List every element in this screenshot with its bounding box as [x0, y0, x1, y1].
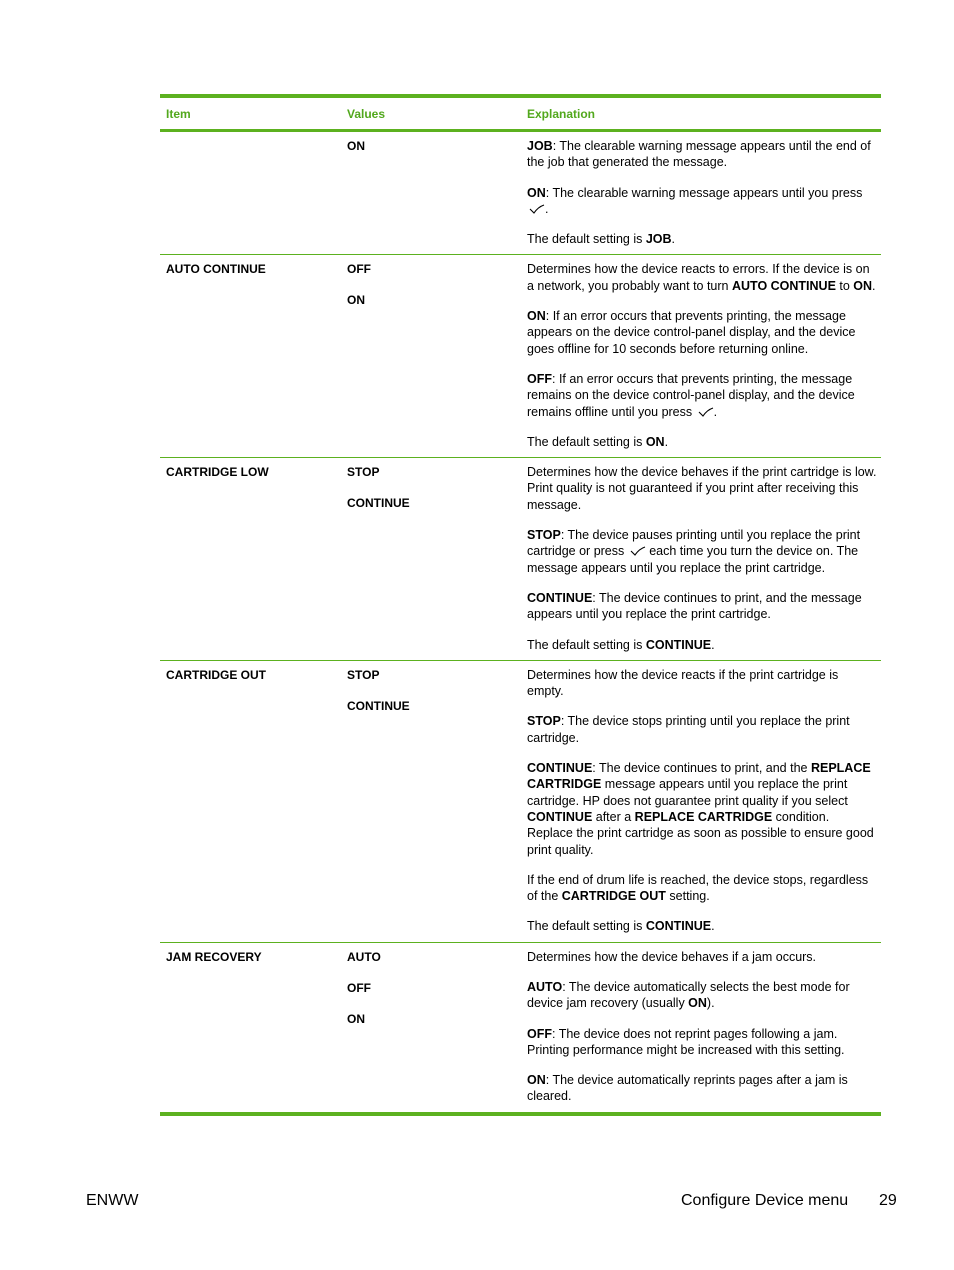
item-cell: JAM RECOVERY — [166, 949, 262, 964]
explanation-paragraph: Determines how the device reacts if the print cartridge is empty. — [527, 667, 839, 699]
explanation-paragraph: Determines how the device reacts to errors. If the device is on a network, you probably want to turn AUTO CONTINUE to ON. — [527, 262, 876, 293]
bold-term: CARTRIDGE OUT — [561, 889, 666, 904]
values-cell — [341, 132, 521, 254]
table-header — [160, 98, 881, 132]
value-option: OFF — [347, 980, 371, 995]
value-option: STOP — [347, 667, 380, 682]
item-cell: CARTRIDGE LOW — [166, 465, 269, 480]
item-cell: CARTRIDGE OUT — [166, 667, 266, 682]
table-row — [160, 458, 881, 661]
values-cell — [341, 943, 521, 1112]
explanation-cell — [521, 943, 881, 1112]
explanation-paragraph: CONTINUE: The device continues to print, and the REPLACE CARTRIDGE message appears until you replace the print cartridge. HP does not guarantee print quality if you select CONTINUE after a REPLACE CARTRIDGE condition. Replace the print cartridge as soon as possible to ensure good print quality. — [527, 761, 874, 857]
footer-left: ENWW — [86, 1192, 139, 1209]
explanation-paragraph: Determines how the device behaves if a jam occurs. — [527, 949, 817, 964]
value-option: STOP — [347, 465, 380, 480]
item-cell — [160, 132, 341, 254]
values-cell — [341, 458, 521, 660]
bold-term: AUTO CONTINUE — [731, 278, 836, 293]
value-option: AUTO — [347, 949, 381, 964]
values-cell — [341, 255, 521, 457]
explanation-paragraph: OFF: If an error occurs that prevents printing, the message remains on the device control-panel display, and the device remains offline until you press . — [527, 371, 855, 419]
checkmark-icon — [529, 204, 545, 214]
explanation-cell — [521, 661, 881, 942]
bold-term: REPLACE CARTRIDGE — [527, 761, 871, 792]
explanation-paragraph: If the end of drum life is reached, the device stops, regardless of the CARTRIDGE OUT setting. — [527, 872, 869, 904]
header-explanation: Explanation — [527, 106, 596, 121]
explanation-paragraph: STOP: The device stops printing until you replace the print cartridge. — [527, 714, 850, 745]
bold-term: ON — [645, 434, 665, 449]
explanation-paragraph: ON: If an error occurs that prevents printing, the message appears on the device control-panel display, and the device goes offline for 10 seconds before returning online. — [527, 309, 856, 356]
bold-term: OFF — [527, 371, 552, 386]
checkmark-icon — [630, 546, 646, 556]
bold-term: REPLACE CARTRIDGE — [634, 809, 773, 824]
settings-table — [160, 94, 881, 1116]
explanation-paragraph: AUTO: The device automatically selects the best mode for device jam recovery (usually ON). — [527, 979, 850, 1011]
explanation-paragraph: The default setting is ON. — [527, 434, 669, 449]
explanation-paragraph: ON: The clearable warning message appears until you press . — [527, 185, 863, 216]
bold-term: OFF — [527, 1026, 552, 1041]
item-cell: AUTO CONTINUE — [166, 262, 266, 277]
values-cell — [341, 661, 521, 942]
bold-term: ON — [688, 996, 707, 1011]
bold-term: CONTINUE — [527, 809, 593, 824]
explanation-paragraph: JOB: The clearable warning message appears until the end of the job that generated the message. — [527, 139, 871, 170]
explanation-paragraph: The default setting is CONTINUE. — [527, 637, 715, 652]
checkmark-icon — [698, 407, 714, 417]
bold-term: ON — [853, 278, 873, 293]
explanation-cell — [521, 132, 881, 254]
explanation-cell — [521, 255, 881, 457]
explanation-paragraph: CONTINUE: The device continues to print, and the message appears until you replace the print cartridge. — [527, 590, 862, 622]
bold-term: STOP — [527, 528, 561, 543]
explanation-cell — [521, 458, 881, 660]
table-row — [160, 661, 881, 943]
bold-term: CONTINUE — [527, 761, 593, 776]
bold-term: ON — [527, 1073, 546, 1088]
bold-term: CONTINUE — [527, 590, 593, 605]
bold-term: STOP — [527, 714, 561, 729]
table-row — [160, 255, 881, 458]
table-row — [160, 132, 881, 255]
bold-term: CONTINUE — [645, 919, 712, 934]
value-option: ON — [347, 1011, 365, 1026]
bold-term: JOB — [645, 232, 672, 247]
bold-term: CONTINUE — [645, 637, 712, 652]
value-option: CONTINUE — [347, 496, 410, 511]
explanation-paragraph: Determines how the device behaves if the print cartridge is low. Print quality is not guaranteed if you print after receiving this message. — [527, 465, 877, 512]
header-values: Values — [347, 106, 386, 121]
footer-page-number: 29 — [879, 1192, 897, 1209]
value-option: CONTINUE — [347, 698, 410, 713]
bold-term: JOB — [527, 139, 553, 153]
explanation-paragraph: The default setting is JOB. — [527, 232, 676, 247]
value-option: ON — [347, 139, 365, 153]
table-row — [160, 943, 881, 1112]
header-item: Item — [166, 106, 191, 121]
explanation-paragraph: ON: The device automatically reprints pages after a jam is cleared. — [527, 1073, 848, 1104]
explanation-paragraph: The default setting is CONTINUE. — [527, 919, 715, 934]
value-option: OFF — [347, 262, 371, 277]
value-option: ON — [347, 293, 365, 308]
table-body — [160, 132, 881, 1112]
bold-term: ON — [527, 309, 546, 324]
footer-section: Configure Device menu — [681, 1192, 849, 1209]
explanation-paragraph: STOP: The device pauses printing until you replace the print cartridge or press each time you turn the device on. The message appears until you replace the print cartridge. — [527, 528, 861, 575]
bold-term: ON — [527, 185, 546, 200]
explanation-paragraph: OFF: The device does not reprint pages following a jam. Printing performance might be increased with this setting. — [527, 1026, 845, 1057]
bold-term: AUTO — [527, 979, 563, 994]
